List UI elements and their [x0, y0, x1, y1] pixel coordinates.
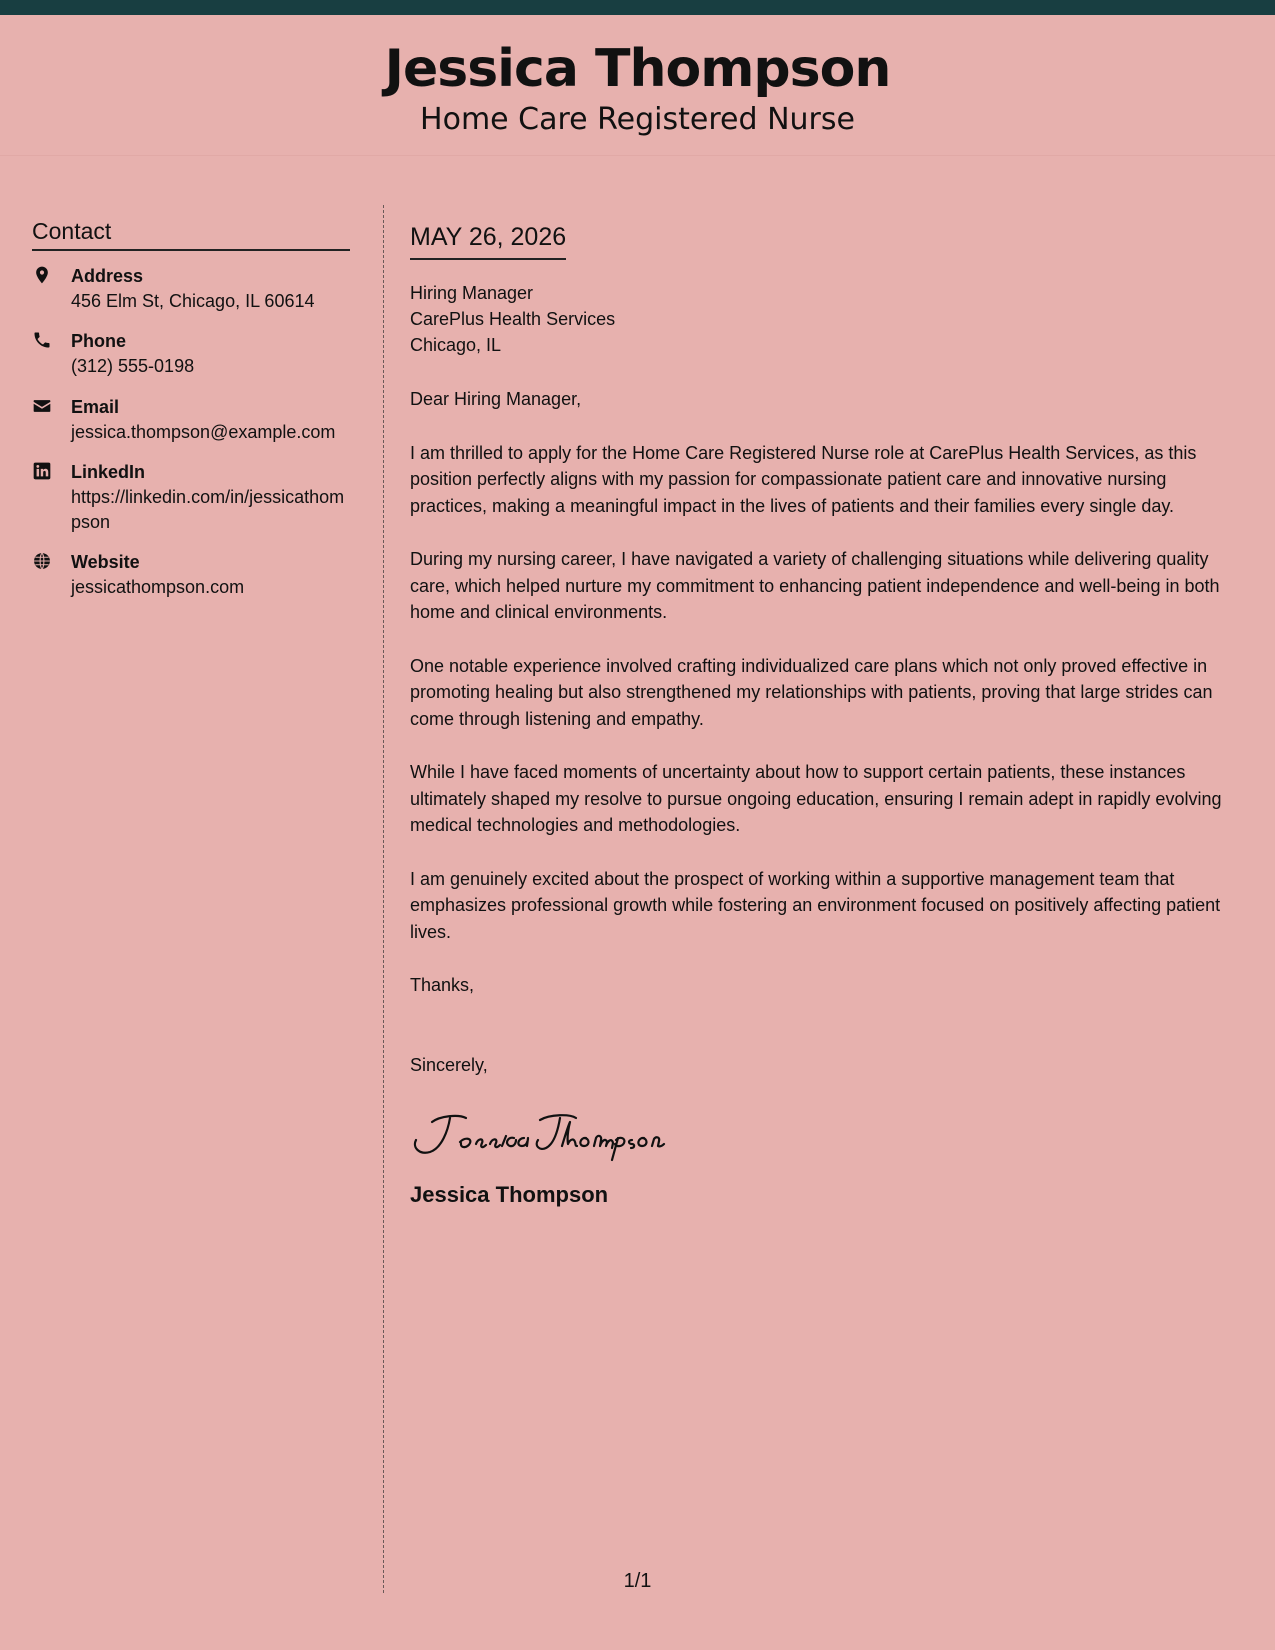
contact-label: Phone — [71, 331, 127, 352]
contact-value-website[interactable]: jessicathompson.com — [71, 577, 245, 598]
letter-paragraph: I am thrilled to apply for the Home Care Registered Nurse role at CarePlus Health Services, as this position perfectly aligns with my passion for compassionate patient care and innovative nursing practices, making a meaningful impact in the lives of patients and their families every single day. — [410, 442, 1197, 516]
letter-paragraph: I am genuinely excited about the prospect of working within a supportive management team that emphasizes professional growth while fostering an environment focused on positively affecting patient lives. — [410, 868, 1221, 942]
contact-label: Website — [71, 551, 140, 572]
letter-date: MAY 26, 2026 — [410, 222, 566, 260]
recipient-block — [410, 280, 1245, 358]
closing-sincerely: Sincerely, — [410, 1054, 488, 1075]
phone-icon — [32, 330, 54, 352]
contact-heading: Contact — [32, 218, 350, 251]
letter-paragraph: During my nursing career, I have navigated a variety of challenging situations while delivering quality care, which helped nurture my commitment to enhancing patient independence and well-being in both home and clinical environments. — [410, 549, 1220, 622]
letter-paragraph: One notable experience involved crafting individualized care plans which not only proved effective in promoting healing but also strengthened my relationships with patients, proving that large strides can come through listening and empathy. — [410, 655, 1213, 729]
closing-thanks: Thanks, — [410, 975, 475, 995]
envelope-icon — [32, 396, 54, 418]
contact-value-address: 456 Elm St, Chicago, IL 60614 — [71, 290, 315, 311]
handwritten-signature — [410, 1104, 1245, 1164]
contact-value-linkedin[interactable]: https://linkedin.com/in/jessicathompson — [71, 487, 345, 532]
recipient-line: Chicago, IL — [410, 335, 502, 355]
contact-item-phone — [32, 329, 350, 378]
top-accent-bar — [0, 0, 1275, 15]
contact-value-phone[interactable]: (312) 555-0198 — [71, 356, 195, 377]
applicant-name: Jessica Thompson — [384, 39, 891, 99]
contact-label: Email — [71, 396, 120, 417]
letter-paragraph: While I have faced moments of uncertainty about how to support certain patients, these instances ultimately shaped my resolve to pursue ongoing education, ensuring I remain adept in rapidly evolving medical technologies and methodologies. — [410, 762, 1222, 835]
column-divider — [383, 205, 384, 1593]
salutation: Dear Hiring Manager, — [410, 389, 582, 409]
letter-body — [410, 222, 1245, 1209]
contact-item-address — [32, 264, 350, 313]
job-title: Home Care Registered Nurse — [420, 102, 855, 137]
contact-label: LinkedIn — [71, 462, 146, 483]
contact-label: Address — [71, 265, 144, 286]
recipient-line: CarePlus Health Services — [410, 309, 616, 329]
contact-value-email[interactable]: jessica.thompson@example.com — [71, 421, 336, 442]
page-number: 1/1 — [623, 1570, 652, 1592]
contact-item-linkedin — [32, 460, 350, 534]
contact-sidebar — [32, 218, 350, 615]
linkedin-icon — [32, 461, 54, 483]
contact-item-email — [32, 395, 350, 444]
page-header — [0, 15, 1275, 156]
recipient-line: Hiring Manager — [410, 283, 534, 303]
contact-item-website — [32, 550, 350, 599]
signed-name: Jessica Thompson — [410, 1182, 609, 1207]
map-pin-icon — [32, 265, 54, 287]
contact-list — [32, 264, 350, 600]
globe-icon — [32, 551, 54, 573]
